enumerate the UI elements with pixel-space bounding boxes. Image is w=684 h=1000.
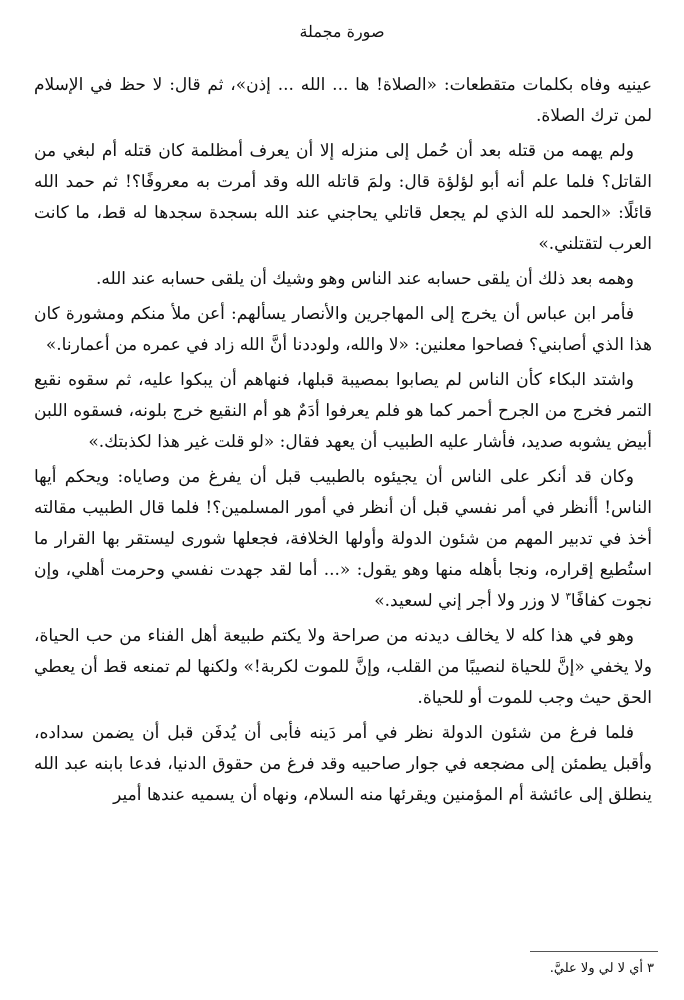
footnote-text: أي لا لي ولا عليَّ. <box>549 961 644 976</box>
paragraph-text: وكان قد أنكر على الناس أن يجيئوه بالطبيب قبل أن يفرغ من وصاياه: ويحكم أيها الناس! أأنظر في أمر نفسي قبل أن أنظر في أمور المسلمين؟! فلما قال الطبيب مقالته أخذ في تدبير المهم من شئون الدولة وأولها الخلافة، فجعلها شورى ليستقر بها القرار ما استُطيع إقراره، ونجا بأهله منها وهو يقول: «... أما لقد جهدت نفسي وحرمت أهلي، وإن نجوت كفافًا <box>34 467 652 611</box>
footnote-divider <box>530 951 658 952</box>
paragraph <box>34 462 652 617</box>
paragraph: فأمر ابن عباس أن يخرج إلى المهاجرين والأنصار يسألهم: أعن ملأ منكم ومشورة كان هذا الذي أصابني؟ فصاحوا معلنين: «لا والله، ولوددنا أنَّ الله زاد في عمره من أعمارنا.» <box>34 304 652 355</box>
paragraph-text: لا وزر ولا أجر إني لسعيد.» <box>374 591 566 611</box>
paragraph: واشتد البكاء كأن الناس لم يصابوا بمصيبة قبلها، فنهاهم أن يبكوا عليه، ثم سقوه نقيع التمر فخرج من الجرح أحمر كما هو فلم يعرفوا أدَمٌ هو أم النقيع خرج بلونه، فسقوه اللبن أبيض يشوبه صديد، فأشار عليه الطبيب أن يعهد فقال: «لو قلت غير هذا لكذبتك.» <box>34 370 652 452</box>
footnote-reference: ٣ <box>565 591 571 603</box>
footnote-number: ٣ <box>647 961 654 976</box>
paragraph: فلما فرغ من شئون الدولة نظر في أمر دَينه فأبى أن يُدفَن قبل أن يضمن سداده، وأقبل يطمئن إلى مضجعه في جوار صاحبيه وقد فرغ من حقوق الدنيا، فدعا بابنه عبد الله ينطلق إلى عائشة أم المؤمنين ويقرئها منه السلام، ونهاه أن يسميه عندها أمير <box>34 723 652 805</box>
paragraph: وهمه بعد ذلك أن يلقى حسابه عند الناس وهو وشيك أن يلقى حسابه عند الله. <box>95 269 634 289</box>
running-head-title: صورة مجملة <box>299 22 385 41</box>
paragraph: عينيه وفاه بكلمات متقطعات: «الصلاة! ها ... الله ... إذن»، ثم قال: لا حظ في الإسلام لمن ترك الصلاة. <box>34 75 652 126</box>
footnote <box>354 959 654 979</box>
paragraph: وهو في هذا كله لا يخالف ديدنه من صراحة ولا يكتم طبيعة أهل الفناء من حب الحياة، ولا يخفي «إنَّ للحياة لنصيبًا من القلب، وإنَّ للموت لكربة!» ولكنها لم تمنعه قط أن يعطي الحق حيث وجب للموت أو للحياة. <box>34 626 652 708</box>
body-text <box>34 70 652 815</box>
paragraph: ولم يهمه من قتله بعد أن حُمل إلى منزله إلا أن يعرف أمظلمة كان قتله أم لبغي من القاتل؟ فلما علم أنه أبو لؤلؤة قال: ولمَ قاتله الله وقد أمرت به معروفًا؟! ثم حمد الله قائلًا: «الحمد لله الذي لم يجعل قاتلي يحاجني عند الله بسجدة سجدها له قط، ما كانت العرب لتقتلني.» <box>34 141 652 254</box>
